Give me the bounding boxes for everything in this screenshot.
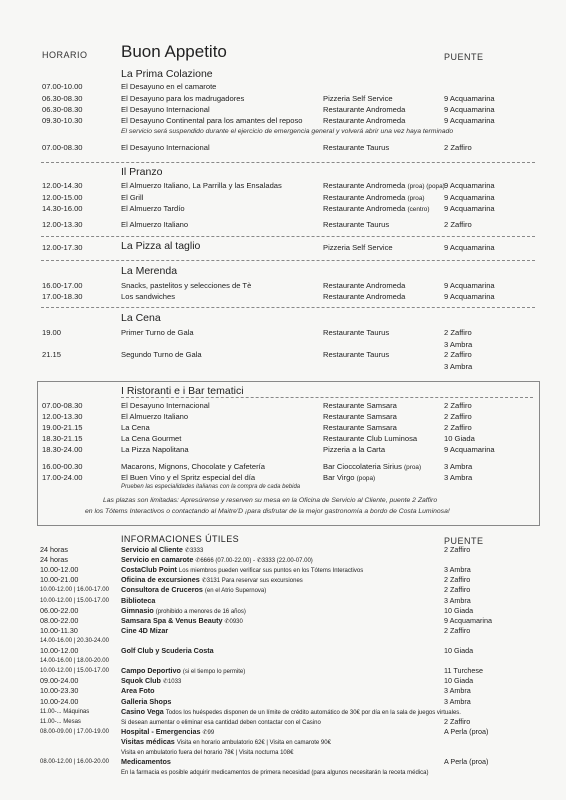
section-title-ristoranti: I Ristoranti e i Bar tematici xyxy=(121,385,244,397)
info-row xyxy=(0,767,566,777)
info-service-detail: (prohibido a menores de 16 años) xyxy=(155,608,246,615)
row-location: Restaurante Andromeda xyxy=(323,292,406,301)
info-row xyxy=(0,636,566,646)
info-service-name: Oficina de excursiones xyxy=(121,575,200,585)
info-service-name: Medicamentos xyxy=(121,757,171,767)
row-location: Restaurante Andromeda (proa) (popa) xyxy=(323,181,445,190)
divider xyxy=(41,307,535,308)
row-desc: La Cena Gourmet xyxy=(121,434,182,443)
row-location: Restaurante Andromeda (proa) xyxy=(323,193,425,202)
row-deck: 9 Acquamarina xyxy=(444,193,495,202)
row-time: 17.00-24.00 xyxy=(42,473,83,482)
info-row xyxy=(0,717,566,727)
row-deck: 3 Ambra xyxy=(444,340,473,349)
row-time: 16.00-17.00 xyxy=(42,281,83,290)
row-desc: Primer Turno de Gala xyxy=(121,328,194,337)
info-service-name: Casino Vega xyxy=(121,706,164,716)
table-row xyxy=(0,219,566,230)
row-location: Restaurante Samsara xyxy=(323,401,397,410)
info-time: 10.00-12.00 xyxy=(40,565,79,575)
info-deck: A Perla (proa) xyxy=(444,726,489,736)
info-deck: 3 Ambra xyxy=(444,686,471,696)
info-deck: 3 Ambra xyxy=(444,565,471,575)
row-deck: 9 Acquamarina xyxy=(444,281,495,290)
info-service-name: Gimnasio xyxy=(121,605,154,615)
info-row xyxy=(0,616,566,626)
info-row xyxy=(0,555,566,565)
info-time: 11.00-... Mesas xyxy=(40,718,81,725)
table-row xyxy=(0,180,566,191)
info-deck: 2 Zaffiro xyxy=(444,545,471,554)
info-deck: 10 Giada xyxy=(444,605,474,615)
row-deck: 2 Zaffiro xyxy=(444,412,472,421)
info-service-name: Hospital - Emergencias xyxy=(121,726,201,736)
info-row xyxy=(0,757,566,767)
info-service-detail: ✆6666 (07.00-22.00) - ✆3333 (22.00-07.00) xyxy=(195,558,313,565)
info-deck: A Perla (proa) xyxy=(444,757,489,767)
info-time: 08.00-09.00 | 17.00-19.00 xyxy=(40,728,109,735)
row-location: Restaurante Andromeda xyxy=(323,281,406,290)
info-time: 10.00-21.00 xyxy=(40,575,79,585)
info-row xyxy=(0,646,566,656)
info-time: 24 horas xyxy=(40,545,68,554)
info-time: 10.00-23.30 xyxy=(40,686,79,696)
divider xyxy=(41,236,535,237)
ristoranti-sub: Prueben las especialidades italianas con la compra de cada bebida xyxy=(121,484,301,490)
info-service-detail: Si desean aumentar o eliminar esa cantidad deben contactar con el Casino xyxy=(121,719,321,726)
section-title-pranzo: Il Pranzo xyxy=(121,166,163,178)
info-deck: 11 Turchese xyxy=(444,666,484,676)
row-time: 12.00-13.30 xyxy=(42,412,83,421)
row-location-tag: (centro) xyxy=(407,206,430,213)
row-deck: 3 Ambra xyxy=(444,362,473,371)
row-deck: 9 Acquamarina xyxy=(444,116,495,125)
row-desc: El Almuerzo Italiano xyxy=(121,220,189,229)
info-time: 10.00-12.00 | 15.00-17.00 xyxy=(40,597,109,604)
row-deck: 2 Zaffiro xyxy=(444,401,472,410)
info-row xyxy=(0,626,566,636)
row-location-tag: (proa) xyxy=(404,464,422,471)
info-row xyxy=(0,545,566,555)
row-desc: El Desayuno para los madrugadores xyxy=(121,94,245,103)
info-row xyxy=(0,565,566,575)
row-time: 17.00-18.30 xyxy=(42,292,83,301)
info-time: 24 horas xyxy=(40,555,68,565)
row-desc: El Buen Vino y el Spritz especial del día xyxy=(121,473,256,482)
row-time: 12.00-13.30 xyxy=(42,220,83,229)
table-row xyxy=(0,93,566,104)
section-title-pizza: La Pizza al taglio xyxy=(121,240,201,252)
table-row xyxy=(0,327,566,338)
row-desc: El Almuerzo Italiano, La Parrilla y las Ensaladas xyxy=(121,181,282,190)
info-service-detail: ✆3131 Para reservar sus excursiones xyxy=(201,578,303,585)
info-service-name: Golf Club y Scuderia Costa xyxy=(121,646,214,655)
row-deck: 3 Ambra xyxy=(444,462,473,471)
info-time: 10.00-11.30 xyxy=(40,625,78,635)
row-deck: 2 Zaffiro xyxy=(444,220,472,229)
info-time: 14.00-16.00 | 18.00-20.00 xyxy=(40,658,109,665)
info-service xyxy=(121,767,429,778)
row-time: 07.00-10.00 xyxy=(42,82,83,91)
table-row xyxy=(0,192,566,203)
row-desc: El Desayuno Internacional xyxy=(121,401,210,410)
row-location: Bar Virgo (popa) xyxy=(323,473,376,482)
row-location: Restaurante Club Luminosa xyxy=(323,434,418,443)
row-location: Restaurante Samsara xyxy=(323,423,397,432)
info-time: 10.00-12.00 xyxy=(40,646,79,655)
info-time: 08.00-12.00 | 16.00-20.00 xyxy=(40,759,109,766)
row-deck: 9 Acquamarina xyxy=(444,181,495,190)
row-desc: Los sandwiches xyxy=(121,292,176,301)
row-time: 19.00 xyxy=(42,328,62,337)
info-row xyxy=(0,656,566,666)
divider xyxy=(41,260,535,261)
table-row xyxy=(0,115,566,126)
table-row xyxy=(0,433,566,444)
row-time: 07.00-08.30 xyxy=(42,143,83,152)
info-time: 08.00-22.00 xyxy=(40,615,79,625)
row-deck: 9 Acquamarina xyxy=(444,204,495,213)
row-desc: El Desayuno Internacional xyxy=(121,143,210,152)
info-service-detail: ✆1033 xyxy=(162,679,182,686)
row-location: Pizzeria a la Carta xyxy=(323,445,386,454)
row-desc: El Almuerzo Italiano xyxy=(121,412,189,421)
info-row xyxy=(0,697,566,707)
table-row xyxy=(0,291,566,302)
info-row xyxy=(0,707,566,717)
info-deck: 9 Acquamarina xyxy=(444,615,492,625)
info-row xyxy=(0,666,566,676)
row-time: 07.00-08.30 xyxy=(42,401,83,410)
pizza-time: 12.00-17.30 xyxy=(42,243,83,252)
row-desc: Macarons, Mignons, Chocolate y Cafetería xyxy=(121,462,265,471)
section-title-colazione: La Prima Colazione xyxy=(121,68,213,80)
row-desc: Snacks, pastelitos y selecciones de Tè xyxy=(121,281,252,290)
ristoranti-note-1: Las plazas son limitadas: Apresúrense y reserven su mesa en la Oficina de Servicio al Cliente, puente 2 Zaffiro xyxy=(103,497,438,504)
info-deck: 3 Ambra xyxy=(444,696,471,706)
info-time: 09.00-24.00 xyxy=(40,676,79,686)
info-row xyxy=(0,575,566,585)
horario-header: HORARIO xyxy=(42,50,88,60)
info-row xyxy=(0,676,566,686)
row-location-tag: (popa) xyxy=(356,475,376,482)
row-location: Pizzeria Self Service xyxy=(323,94,393,103)
row-location: Restaurante Taurus xyxy=(323,328,390,337)
info-service-detail: (si el tiempo lo permite) xyxy=(182,669,246,676)
row-location-tag: (proa) (popa) xyxy=(407,183,445,190)
puente-header: PUENTE xyxy=(444,52,484,62)
row-time: 14.30-16.00 xyxy=(42,204,83,213)
info-deck: 10 Giada xyxy=(444,676,474,686)
table-row xyxy=(0,81,566,92)
row-location: Bar Cioccolateria Sirius (proa) xyxy=(323,462,422,471)
section-title-merenda: La Merenda xyxy=(121,265,178,277)
info-time: 10.00-12.00 | 16.00-17.00 xyxy=(40,587,109,594)
row-deck: 9 Acquamarina xyxy=(444,94,495,103)
row-time: 21.15 xyxy=(42,350,62,359)
row-deck: 2 Zaffiro xyxy=(444,143,472,152)
row-location: Restaurante Taurus xyxy=(323,220,390,229)
info-row xyxy=(0,737,566,747)
info-deck: 3 Ambra xyxy=(444,595,471,605)
table-row xyxy=(0,461,566,472)
row-deck: 2 Zaffiro xyxy=(444,350,472,359)
info-service-name: Campo Deportivo xyxy=(121,666,181,676)
info-row xyxy=(0,606,566,616)
row-time: 09.30-10.30 xyxy=(42,116,83,125)
info-service-name: Cine 4D Mizar xyxy=(121,625,169,635)
ristoranti-note-2: en los Tótems Interactivos o contactando al Maitre'D ¡para disfrutar de la mejor gastronomía a bordo de Costa Luminosa! xyxy=(85,508,450,515)
row-deck: 9 Acquamarina xyxy=(444,105,495,114)
info-service-detail: Los miembros pueden verificar sus puntos en los Tótems Interactivos xyxy=(178,568,364,575)
info-service-detail: ✆99 xyxy=(202,729,215,736)
info-time: 14.00-16.00 | 20.30-24.00 xyxy=(40,637,109,644)
row-desc: La Cena xyxy=(121,423,150,432)
info-service-name: CostaClub Point xyxy=(121,565,177,575)
row-time: 18.30-24.00 xyxy=(42,445,83,454)
pizza-deck: 9 Acquamarina xyxy=(444,243,495,252)
info-service-detail: Visita en horario ambulatorio 62€ | Visita en camarote 90€ xyxy=(176,739,331,746)
row-location: Restaurante Andromeda (centro) xyxy=(323,204,430,213)
info-time: 10.00-12.00 | 15.00-17.00 xyxy=(40,668,109,675)
row-deck: 10 Giada xyxy=(444,434,475,443)
info-time: 10.00-24.00 xyxy=(40,696,79,706)
table-row xyxy=(0,472,566,483)
row-deck: 2 Zaffiro xyxy=(444,328,472,337)
info-service-name: Servicio en camarote xyxy=(121,555,194,565)
row-time: 16.00-00.30 xyxy=(42,462,83,471)
info-row xyxy=(0,585,566,595)
row-time: 18.30-21.15 xyxy=(42,434,83,443)
info-deck: 2 Zaffiro xyxy=(444,625,471,635)
info-row xyxy=(0,686,566,696)
table-row xyxy=(0,444,566,455)
info-service-name: Servicio al Cliente xyxy=(121,545,183,554)
row-location: Restaurante Taurus xyxy=(323,143,390,152)
info-service-detail: ✆0930 xyxy=(224,618,243,625)
row-desc: El Grill xyxy=(121,193,144,202)
row-deck: 9 Acquamarina xyxy=(444,445,495,454)
divider xyxy=(41,162,535,163)
section-title-cena: La Cena xyxy=(121,312,161,324)
row-time: 12.00-15.00 xyxy=(42,193,83,202)
info-service-name: Visitas médicas xyxy=(121,736,175,746)
info-row xyxy=(0,747,566,757)
table-row xyxy=(0,349,566,360)
row-location: Restaurante Andromeda xyxy=(323,105,406,114)
info-deck: 2 Zaffiro xyxy=(444,585,471,595)
row-desc: La Pizza Napolitana xyxy=(121,445,189,454)
colazione-note: El servicio será suspendido durante el ejercicio de emergencia general y volverá abrir una vez haya terminado xyxy=(121,128,454,135)
info-service-name: Galleria Shops xyxy=(121,696,172,706)
table-row xyxy=(0,411,566,422)
row-desc: Segundo Turno de Gala xyxy=(121,350,202,359)
info-time: 06.00-22.00 xyxy=(40,605,79,615)
info-service-name: Squok Club xyxy=(121,676,161,686)
info-service-name: Consultora de Cruceros xyxy=(121,585,203,595)
divider xyxy=(121,397,533,398)
row-time: 19.00-21.15 xyxy=(42,423,83,432)
info-row xyxy=(0,727,566,737)
info-service-detail: Todos los huéspedes disponen de un límite de crédito automático de 30€ por día en la sala de juegos virtuales. xyxy=(165,709,461,716)
table-row xyxy=(0,142,566,153)
table-row xyxy=(0,104,566,115)
info-service-detail: ✆3333 xyxy=(184,548,204,554)
pizza-location: Pizzeria Self Service xyxy=(323,243,393,252)
table-row xyxy=(0,400,566,411)
page-title: Buon Appetito xyxy=(121,42,227,61)
row-desc: El Desayuno Internacional xyxy=(121,105,210,114)
table-row xyxy=(0,422,566,433)
row-desc: El Desayuno Continental para los amantes del reposo xyxy=(121,116,303,125)
info-service-name: Samsara Spa & Venus Beauty xyxy=(121,615,223,625)
row-deck: 9 Acquamarina xyxy=(444,292,495,301)
row-location-tag: (proa) xyxy=(407,195,425,202)
row-deck: 3 Ambra xyxy=(444,473,473,482)
row-desc: El Desayuno en el camarote xyxy=(121,82,217,91)
table-row xyxy=(0,280,566,291)
table-row-continuation xyxy=(0,361,566,372)
info-deck: 10 Giada xyxy=(444,646,474,655)
info-deck: 2 Zaffiro xyxy=(444,716,471,726)
info-deck: 2 Zaffiro xyxy=(444,575,471,585)
row-location: Restaurante Andromeda xyxy=(323,116,406,125)
section-title-info: INFORMACIONES ÚTILES xyxy=(121,534,240,544)
info-service-name: Area Foto xyxy=(121,686,155,696)
row-deck: 2 Zaffiro xyxy=(444,423,472,432)
info-puente-header: PUENTE xyxy=(444,536,484,546)
table-row xyxy=(0,203,566,214)
info-time: 11.00-... Máquinas xyxy=(40,708,90,715)
info-row xyxy=(0,596,566,606)
info-service-detail: (en el Atrio Supernova) xyxy=(204,588,267,595)
row-location: Restaurante Taurus xyxy=(323,350,390,359)
row-time: 12.00-14.30 xyxy=(42,181,83,190)
row-desc: El Almuerzo Tardío xyxy=(121,204,185,213)
info-service-detail: Visita en ambulatorio fuera del horario 78€ | Visita nocturna 108€ xyxy=(121,750,294,756)
info-service-name: Biblioteca xyxy=(121,595,156,605)
row-time: 06.30-08.30 xyxy=(42,94,83,103)
row-time: 06.30-08.30 xyxy=(42,105,83,114)
info-service-detail: En la farmacia es posible adquirir medicamentos de primera necesidad (para algunos necesitarán la receta médica) xyxy=(121,770,429,777)
row-location: Restaurante Samsara xyxy=(323,412,397,421)
